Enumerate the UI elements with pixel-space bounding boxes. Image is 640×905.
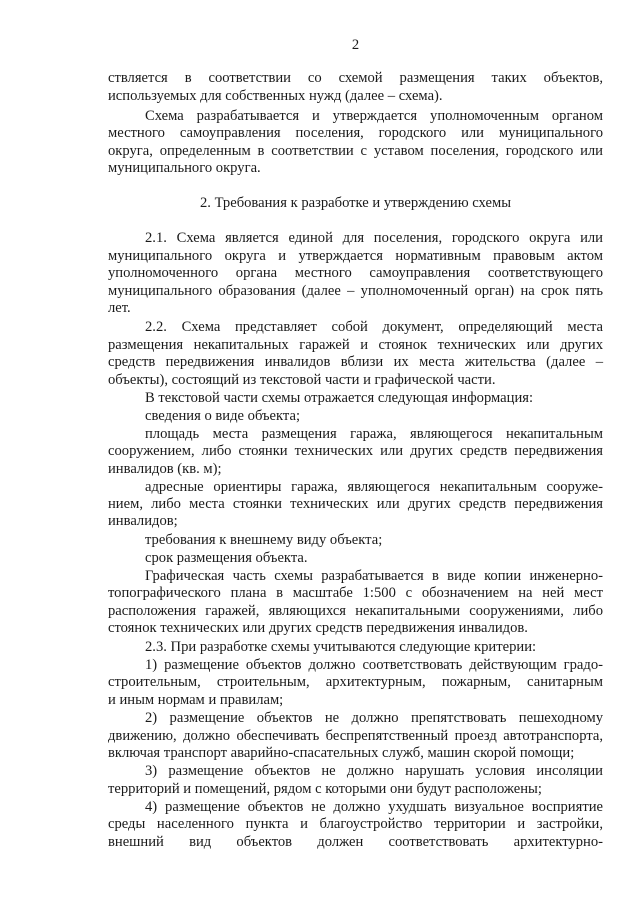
- text-line: требования к внешнему виду объекта;: [145, 532, 383, 548]
- text-line: В текстовой части схемы отражается следующая информация:: [145, 390, 534, 406]
- text-line: сведения о виде объекта;: [145, 408, 301, 424]
- text-line: внешний вид объектов должен соответствовать архитектурно-: [108, 834, 603, 850]
- text-line: используемых для собственных нужд (далее – схема).: [108, 88, 443, 104]
- text-line: округа, определенным в соответствии с уставом поселения, городского или: [108, 143, 603, 159]
- text-line: сооружением, либо стоянки технических или других средств передвижения: [108, 443, 603, 459]
- text-line: объекты), состоящий из текстовой части и графической части.: [108, 372, 496, 388]
- text-line: стоянок технических или других средств передвижения инвалидов.: [108, 620, 528, 636]
- text-line: инвалидов;: [108, 513, 178, 529]
- text-line: уполномоченного органа местного самоуправления соответствующего: [108, 265, 603, 281]
- text-line: и иным нормам и правилам;: [108, 692, 284, 708]
- page-number: 2: [351, 37, 360, 53]
- text-line: Графическая часть схемы разрабатывается в виде копии инженерно-: [145, 568, 603, 584]
- text-line: 2.3. При разработке схемы учитываются следующие критерии:: [145, 639, 537, 655]
- text-line: включая транспорт аварийно-спасательных служб, машин скорой помощи;: [108, 745, 575, 761]
- text-line: муниципального округа и утверждается нормативным правовым актом: [108, 248, 603, 264]
- text-line: строительным, строительным, архитектурным, пожарным, санитарным: [108, 674, 603, 690]
- text-line: территорий и помещений, рядом с которыми они будут расположены;: [108, 781, 542, 797]
- section-heading: 2. Требования к разработке и утверждению схемы: [199, 195, 512, 211]
- text-line: муниципального округа.: [108, 160, 261, 176]
- text-line: 3) размещение объектов не должно нарушать условия инсоляции: [145, 763, 603, 779]
- text-line: расположения гаражей, являющихся некапитальными сооружениями, либо: [108, 603, 603, 619]
- text-line: срок размещения объекта.: [145, 550, 308, 566]
- text-line: муниципального образования (далее – уполномоченный орган) на срок пять: [108, 283, 603, 299]
- text-line: местного самоуправления поселения, городского или муниципального: [108, 125, 603, 141]
- text-line: 4) размещение объектов не должно ухудшать визуальное восприятие: [145, 799, 603, 815]
- text-line: топографического плана в масштабе 1:500 с обозначением на ней мест: [108, 585, 603, 601]
- text-line: средств передвижения инвалидов вблизи их места жительства (далее –: [108, 354, 603, 370]
- text-line: нием, либо места стоянки технических или других средств передвижения: [108, 496, 603, 512]
- text-line: 2) размещение объектов не должно препятствовать пешеходному: [145, 710, 603, 726]
- text-line: Схема разрабатывается и утверждается уполномоченным органом: [145, 108, 603, 124]
- text-line: среды населенного пункта и благоустройство территории и застройки,: [108, 816, 603, 832]
- text-line: адресные ориентиры гаража, являющегося некапитальным сооруже-: [145, 479, 603, 495]
- text-line: инвалидов (кв. м);: [108, 461, 222, 477]
- text-line: движению, должно обеспечивать беспрепятственный проезд автотранспорта,: [108, 728, 603, 744]
- text-line: лет.: [108, 300, 131, 316]
- text-line: ствляется в соответствии со схемой размещения таких объектов,: [108, 70, 603, 86]
- text-line: размещения некапитальных гаражей и стоянок технических или других: [108, 337, 603, 353]
- text-line: площадь места размещения гаража, являющегося некапитальным: [145, 426, 603, 442]
- text-line: 2.1. Схема является единой для поселения, городского округа или: [145, 230, 603, 246]
- text-line: 1) размещение объектов должно соответствовать действующим градо-: [145, 657, 603, 673]
- text-line: 2.2. Схема представляет собой документ, определяющий места: [145, 319, 603, 335]
